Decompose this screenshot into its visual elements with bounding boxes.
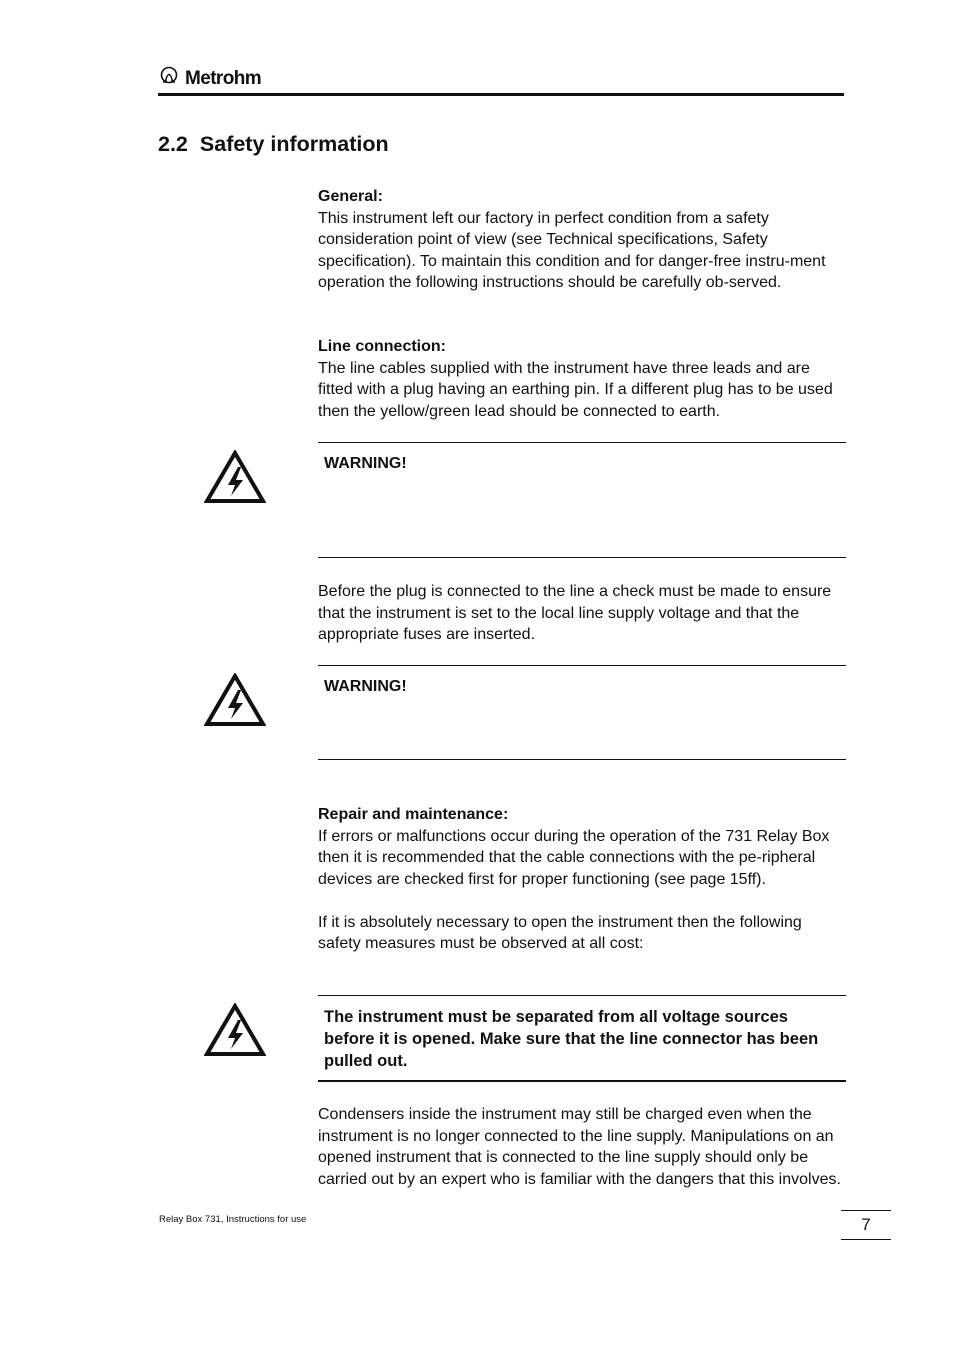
section-title-text: Safety information [199, 132, 389, 156]
brand-logo [158, 66, 261, 91]
plug-check-block [318, 581, 846, 646]
general-heading: General: [318, 188, 383, 205]
warning-label: WARNING! [324, 678, 407, 695]
warning-rule-bottom [318, 557, 846, 558]
warning-rule-top [318, 442, 846, 443]
page-number-rule-top [841, 1210, 891, 1211]
header-rule [158, 93, 844, 96]
high-voltage-warning-icon [204, 1003, 266, 1057]
warning-rule-top [318, 995, 846, 996]
footer-doc-title: Relay Box 731, Instructions for use [159, 1214, 307, 1225]
general-text: This instrument left our factory in perfect condition from a safety consideration point of view (see Technical specifications, Safety specification). To maintain this condition and for danger-free instru-ment operation the following instructions should be carefully ob-served. [318, 209, 826, 291]
condensers-block [318, 1104, 846, 1190]
warning-rule-top [318, 665, 846, 666]
condensers-text: Condensers inside the instrument may still be charged even when the instrument is no longer connected to the line supply. Manipulations on an opened instrument that is connected to the line supply should only be carried out by an expert who is familiar with the dangers that this involves. [318, 1106, 841, 1188]
page-number-rule-bottom [841, 1239, 891, 1240]
plug-check-text: Before the plug is connected to the line a check must be made to ensure that the instrument is set to the local line supply voltage and that the appropriate fuses are inserted. [318, 583, 832, 643]
line-connection-heading: Line connection: [318, 338, 446, 355]
page-number: 7 [861, 1215, 871, 1234]
warning-rule-bottom [318, 1080, 846, 1082]
high-voltage-warning-icon [204, 673, 266, 727]
warning-text: The instrument must be separated from all voltage sources before it is opened. Make sure that the line connector has been pulled out. [324, 1008, 819, 1070]
general-block [318, 186, 846, 294]
warning-label: WARNING! [324, 455, 407, 472]
repair-block [318, 804, 846, 955]
omega-logo-icon [158, 66, 180, 91]
warning-rule-bottom [318, 759, 846, 760]
line-connection-block [318, 336, 846, 422]
section-number: 2.2 [158, 132, 188, 156]
repair-text-1: If errors or malfunctions occur during the operation of the 731 Relay Box then it is recommended that the cable connections with the pe-ripheral devices are checked first for proper functioning (see page 15ff). [318, 827, 830, 888]
brand-name: Metrohm [185, 67, 262, 89]
line-connection-text: The line cables supplied with the instrument have three leads and are fitted with a plug having an earthing pin. If a different plug has to be used then the yellow/green lead should be connected to earth. [318, 359, 833, 420]
high-voltage-warning-icon [204, 450, 266, 504]
repair-text-2: If it is absolutely necessary to open the instrument then the following safety measures must be observed at all cost: [318, 913, 802, 952]
section-title [158, 132, 389, 157]
repair-heading: Repair and maintenance: [318, 806, 509, 823]
